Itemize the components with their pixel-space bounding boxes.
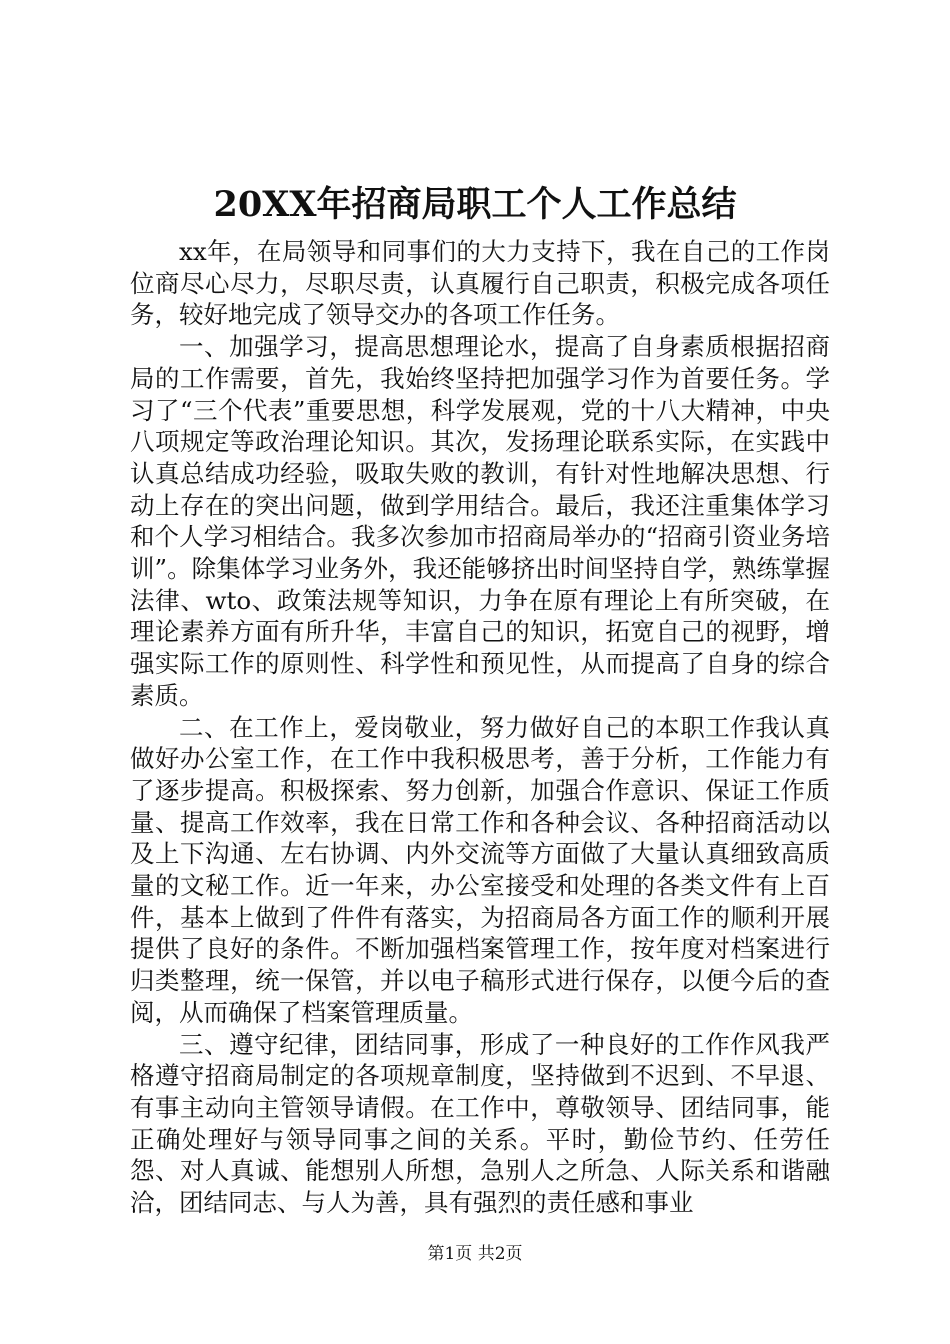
- paragraph-discipline: 三、遵守纪律，团结同事，形成了一种良好的工作作风我严格遵守招商局制定的各项规章制度，坚持做到不迟到、不早退、有事主动向主管领导请假。在工作中，尊敬领导、团结同事，能正确处理好与领导同事之间的关系。平时，勤俭节约、任劳任怨、对人真诚、能想别人所想，急别人之所急、人际关系和谐融洽，团结同志、与人为善，具有强烈的责任感和事业: [130, 1029, 830, 1218]
- document-body: [130, 236, 830, 1219]
- page-number: 第1页 共2页: [427, 1244, 523, 1264]
- paragraph-work: 二、在工作上，爱岗敬业，努力做好自己的本职工作我认真做好办公室工作，在工作中我积极思考，善于分析，工作能力有了逐步提高。积极探索、努力创新，加强合作意识、保证工作质量、提高工作效率，我在日常工作和各种会议、各种招商活动以及上下沟通、左右协调、内外交流等方面做了大量认真细致高质量的文秘工作。近一年来，办公室接受和处理的各类文件有上百件，基本上做到了件件有落实，为招商局各方面工作的顺利开展提供了良好的条件。不断加强档案管理工作，按年度对档案进行归类整理，统一保管，并以电子稿形式进行保存，以便今后的查阅，从而确保了档案管理质量。: [130, 712, 830, 1027]
- paragraph-study: 一、加强学习，提高思想理论水，提高了自身素质根据招商局的工作需要，首先，我始终坚持把加强学习作为首要任务。学习了“三个代表”重要思想，科学发展观，党的十八大精神，中央八项规定等政治理论知识。其次，发扬理论联系实际，在实践中认真总结成功经验，吸取失败的教训，有针对性地解决思想、行动上存在的突出问题，做到学用结合。最后，我还注重集体学习和个人学习相结合。我多次参加市招商局举办的“招商引资业务培训”。除集体学习业务外，我还能够挤出时间坚持自学，熟练掌握法律、wto、政策法规等知识，力争在原有理论上有所突破，在理论素养方面有所升华，丰富自己的知识，拓宽自己的视野，增强实际工作的原则性、科学性和预见性，从而提高了自身的综合素质。: [130, 332, 830, 710]
- paragraph-intro: xx年，在局领导和同事们的大力支持下，我在自己的工作岗位商尽心尽力，尽职尽责，认真履行自己职责，积极完成各项任务，较好地完成了领导交办的各项工作任务。: [130, 237, 830, 330]
- document-title: 20XX年招商局职工个人工作总结: [213, 184, 737, 225]
